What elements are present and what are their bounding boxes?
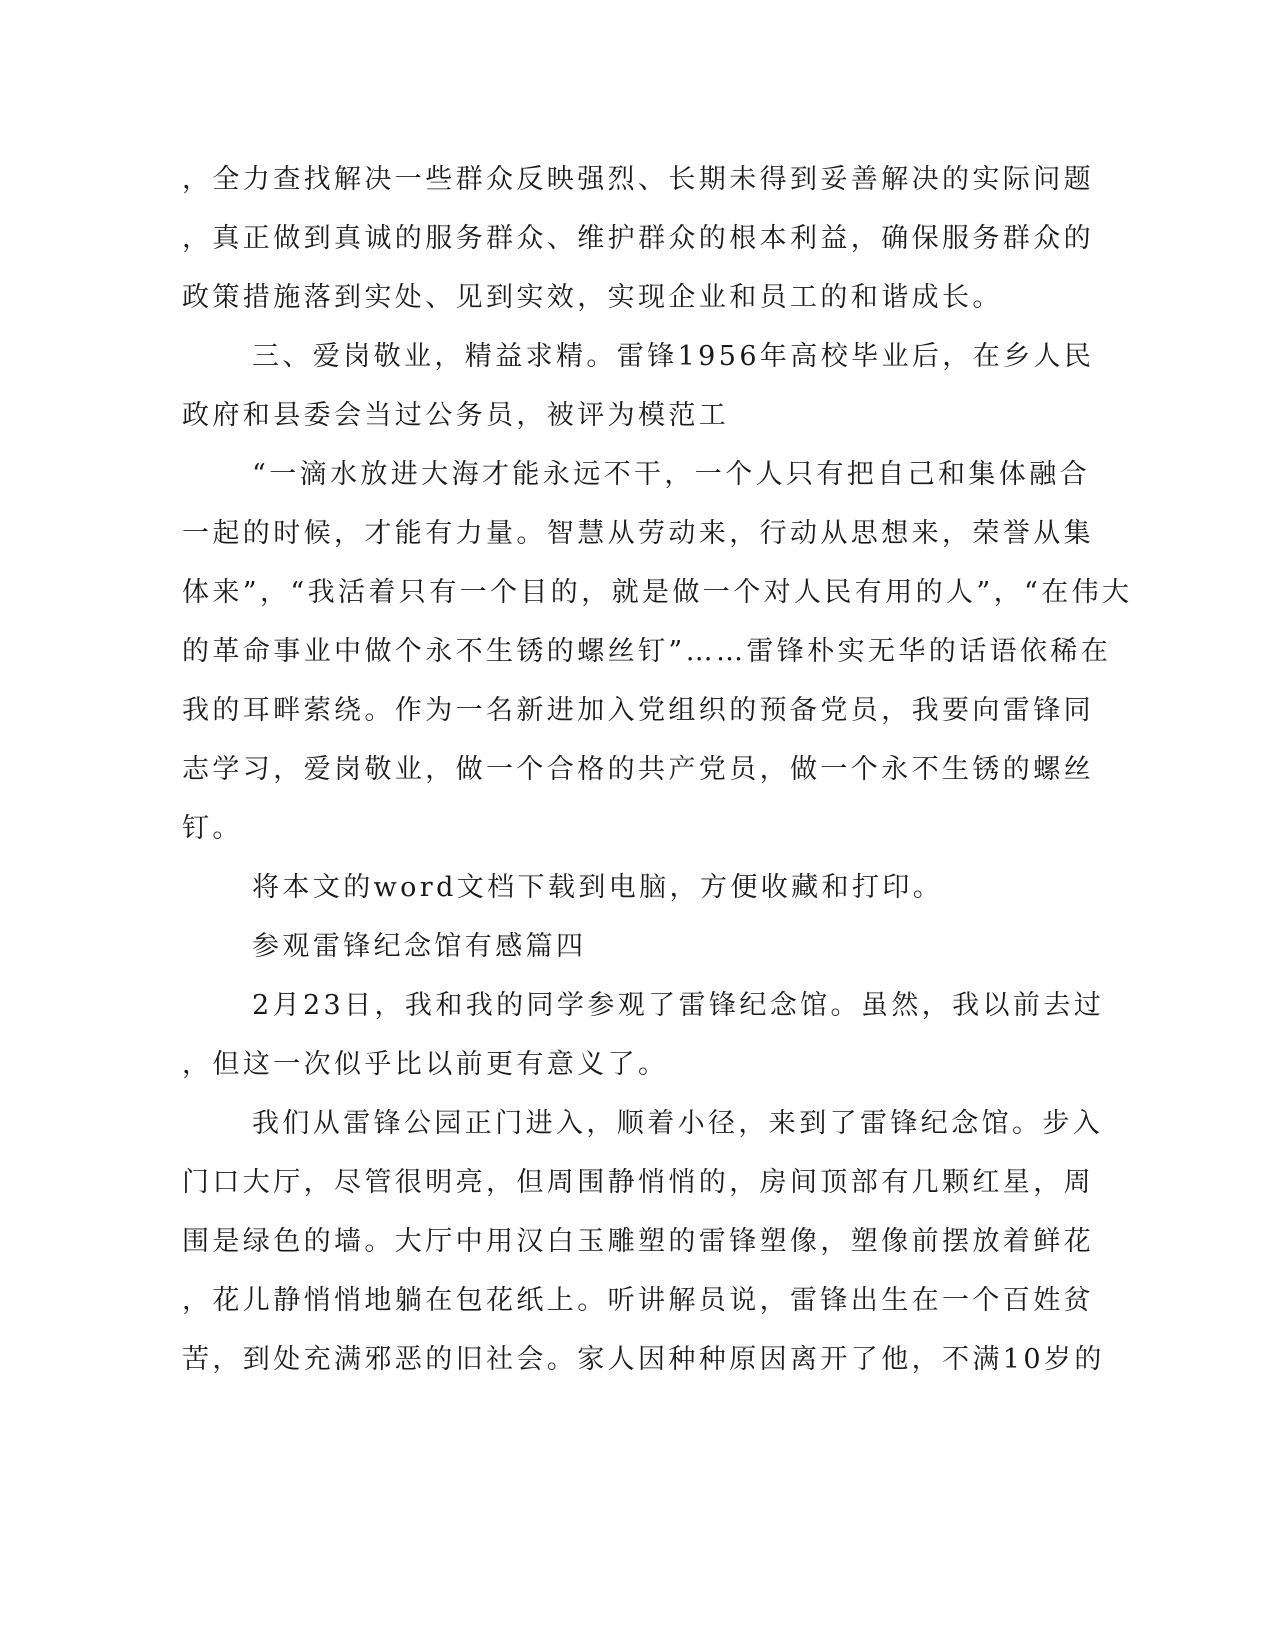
text-line: “一滴水放进大海才能永远不干，一个人只有把自己和集体融合 <box>252 459 1091 490</box>
text-line: ，真正做到真诚的服务群众、维护群众的根本利益，确保服务群众的 <box>182 223 1094 254</box>
section-heading: 参观雷锋纪念馆有感篇四 <box>252 931 587 962</box>
text-line: 我的耳畔萦绕。作为一名新进加入党组织的预备党员，我要向雷锋同 <box>182 695 1094 726</box>
text-line: 门口大厅，尽管很明亮，但周围静悄悄的，房间顶部有几颗红星，周 <box>182 1167 1094 1198</box>
text-line: 将本文的word文档下载到电脑，方便收藏和打印。 <box>252 872 944 903</box>
text-line: ，但这一次似乎比以前更有意义了。 <box>182 1049 669 1080</box>
text-line: 围是绿色的墙。大厅中用汉白玉雕塑的雷锋塑像，塑像前摆放着鲜花 <box>182 1226 1094 1257</box>
text-line: 苦，到处充满邪恶的旧社会。家人因种种原因离开了他，不满10岁的 <box>182 1344 1105 1375</box>
text-line: 志学习，爱岗敬业，做一个合格的共产党员，做一个永不生锈的螺丝 <box>182 754 1094 785</box>
text-line: 三、爱岗敬业，精益求精。雷锋1956年高校毕业后，在乡人民 <box>252 341 1095 372</box>
text-line: ，花儿静悄悄地躺在包花纸上。听讲解员说，雷锋出生在一个百姓贫 <box>182 1285 1094 1316</box>
text-line: 体来”，“我活着只有一个目的，就是做一个对人民有用的人”，“在伟大 <box>182 577 1133 608</box>
text-line: 政策措施落到实处、见到实效，实现企业和员工的和谐成长。 <box>182 282 1003 313</box>
text-line: 的革命事业中做个永不生锈的螺丝钉”……雷锋朴实无华的话语依稀在 <box>182 636 1112 667</box>
text-line: 2月23日，我和我的同学参观了雷锋纪念馆。虽然，我以前去过 <box>252 990 1105 1021</box>
text-line: 钉。 <box>182 813 243 844</box>
text-line: 我们从雷锋公园正门进入，顺着小径，来到了雷锋纪念馆。步入 <box>252 1108 1104 1139</box>
text-line: ，全力查找解决一些群众反映强烈、长期未得到妥善解决的实际问题 <box>182 164 1094 195</box>
text-line: 一起的时候，才能有力量。智慧从劳动来，行动从思想来，荣誉从集 <box>182 518 1094 549</box>
text-line: 政府和县委会当过公务员，被评为模范工 <box>182 400 730 431</box>
